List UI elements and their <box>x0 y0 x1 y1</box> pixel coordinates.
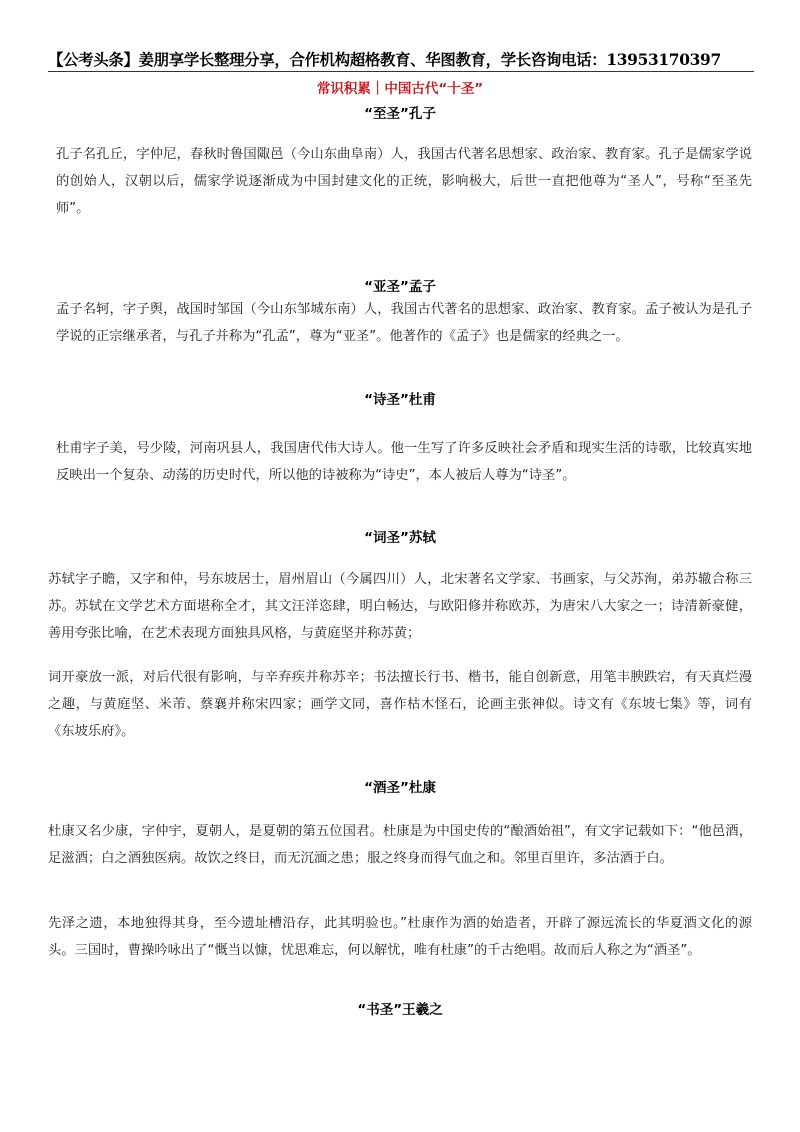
section-heading-wangxizhi: “书圣”王羲之 <box>357 1002 443 1018</box>
section-heading-kongzi: “至圣”孔子 <box>364 106 436 122</box>
header-divider <box>48 71 754 72</box>
paragraph-mengzi: 孟子名轲，字子舆，战国时邹国（今山东邹城东南）人，我国古代著名的思想家、政治家、教育家。孟子被认为是孔子学说的正宗继承者，与孔子并称为“孔孟”，尊为“亚圣”。他著作的《孟子》也是儒家的经典之一。 <box>56 302 752 344</box>
paragraph-dukang-2: 先泽之遗，本地独得其身，至今遗址槽沿存，此其明验也。”杜康作为酒的始造者，开辟了源远流长的华夏酒文化的源头。三国时，曹操吟咏出了“慨当以慷，忧思难忘，何以解忧，唯有杜康”的千古绝唱。故而后人称之为“酒圣”。 <box>48 916 752 958</box>
paragraph-sushi-2: 词开豪放一派，对后代很有影响，与辛弃疾并称苏辛；书法擅长行书、楷书，能自创新意，用笔丰腴跌宕，有天真烂漫之趣，与黄庭坚、米芾、蔡襄并称宋四家；画学文同，喜作枯木怪石，论画主张神似。诗文有《东坡七集》等，词有《东坡乐府》。 <box>48 670 752 739</box>
section-heading-sushi: “词圣”苏轼 <box>364 530 436 546</box>
paragraph-sushi-1: 苏轼字子瞻，又字和仲，号东坡居士，眉州眉山（今属四川）人，北宋著名文学家、书画家，与父苏洵，弟苏辙合称三苏。苏轼在文学艺术方面堪称全才，其文汪洋恣肆，明白畅达，与欧阳修并称欧苏，为唐宋八大家之一；诗清新豪健，善用夸张比喻，在艺术表现方面独具风格，与黄庭坚并称苏黄； <box>48 572 752 641</box>
paragraph-dufu: 杜甫字子美，号少陵，河南巩县人，我国唐代伟大诗人。他一生写了许多反映社会矛盾和现实生活的诗歌，比较真实地反映出一个复杂、动荡的历史时代，所以他的诗被称为“诗史”，本人被后人尊为“诗圣”。 <box>56 441 752 483</box>
section-heading-dukang: “酒圣”杜康 <box>364 780 436 796</box>
section-heading-mengzi: “亚圣”孟子 <box>364 279 436 295</box>
page-header: 【公考头条】姜朋享学长整理分享，合作机构超格教育、华图教育，学长咨询电话：13953170397 <box>48 51 721 69</box>
paragraph-kongzi: 孔子名孔丘，字仲尼，春秋时鲁国陬邑（今山东曲阜南）人，我国古代著名思想家、政治家、教育家。孔子是儒家学说的创始人，汉朝以后，儒家学说逐渐成为中国封建文化的正统，影响极大，后世一直把他尊为“圣人”，号称“至圣先师”。 <box>56 147 752 216</box>
section-heading-dufu: “诗圣”杜甫 <box>364 392 436 408</box>
paragraph-dukang-1: 杜康又名少康，字仲宇，夏朝人，是夏朝的第五位国君。杜康是为中国史传的“酿酒始祖”，有文字记载如下：“他邑酒，足滋酒；白之酒独医病。故饮之终日，而无沉湎之患；服之终身而得气血之和。邻里百里许，多沽酒于白。 <box>48 824 752 866</box>
document-subtitle: 常识积累｜中国古代“十圣” <box>316 81 484 97</box>
